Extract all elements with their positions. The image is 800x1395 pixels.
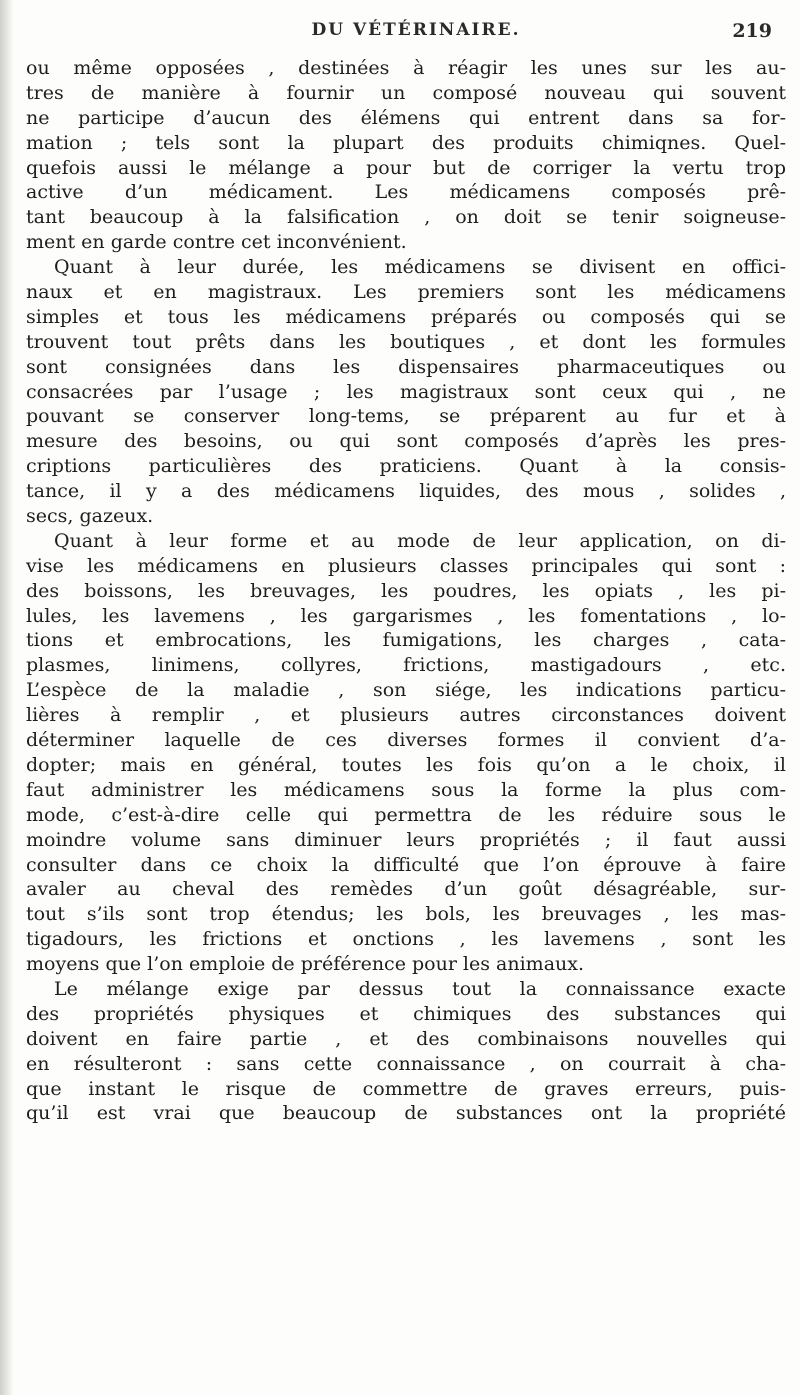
text-line: active d’un médicament. Les médicamens composés prê- [26, 181, 786, 204]
page-gutter-shadow [0, 0, 14, 1395]
text-line: secs, gazeux. [26, 505, 154, 528]
text-line: Le mélange exige par dessus tout la connaissance exacte [54, 977, 786, 1000]
text-line: tant beaucoup à la falsification , on doit se tenir soigneuse- [26, 206, 786, 229]
text-line: déterminer laquelle de ces diverses formes il convient d’a- [26, 729, 786, 752]
text-line: doivent en faire partie , et des combinaisons nouvelles qui [26, 1027, 786, 1050]
text-line: sont consignées dans les dispensaires pharmaceutiques ou [26, 355, 786, 378]
text-line: qu’il est vrai que beaucoup de substances ont la propriété [26, 1102, 786, 1125]
text-line: trouvent tout prêts dans les boutiques , et dont les formules [26, 330, 786, 353]
text-line: L’espèce de la maladie , son siége, les indications particu- [26, 679, 786, 702]
text-line: faut administrer les médicamens sous la forme la plus com- [26, 778, 786, 801]
text-line: pouvant se conserver long-tems, se préparent au fur et à [26, 405, 786, 428]
text-line: que instant le risque de commettre de graves erreurs, puis- [26, 1077, 786, 1100]
text-line: moyens que l’on emploie de préférence pour les animaux. [26, 953, 585, 976]
text-line: consacrées par l’usage ; les magistraux sont ceux qui , ne [26, 380, 786, 403]
text-line: vise les médicamens en plusieurs classes principales qui sont : [26, 554, 786, 577]
text-line: avaler au cheval des remèdes d’un goût désagréable, sur- [26, 878, 786, 901]
text-line: tres de manière à fournir un composé nouveau qui souvent [26, 81, 786, 104]
text-line: plasmes, linimens, collyres, frictions, mastigadours , etc. [26, 654, 786, 677]
text-line: ou même opposées , destinées à réagir les unes sur les au- [26, 57, 786, 79]
text-line: mode, c’est-à-dire celle qui permettra de les réduire sous le [26, 803, 786, 826]
text-line: criptions particulières des praticiens. Quant à la consis- [26, 455, 786, 478]
text-line: dopter; mais en général, toutes les fois qu’on a le choix, il [26, 753, 786, 776]
text-line: quefois aussi le mélange a pour but de corriger la vertu trop [26, 156, 786, 179]
text-line: simples et tous les médicamens préparés ou composés qui se [26, 305, 786, 328]
text-line: tions et embrocations, les fumigations, les charges , cata- [26, 629, 786, 652]
running-head [60, 20, 772, 48]
text-line: mation ; tels sont la plupart des produits chimiqnes. Quel- [26, 131, 786, 154]
text-line: tout s’ils sont trop étendus; les bols, les breuvages , les mas- [26, 903, 786, 926]
page-number: 219 [732, 20, 772, 42]
text-line: des boissons, les breuvages, les poudres, les opiats , les pi- [26, 579, 786, 602]
text-line: moindre volume sans diminuer leurs propriétés ; il faut aussi [26, 828, 786, 851]
text-line: lules, les lavemens , les gargarismes , les fomentations , lo- [26, 604, 786, 627]
text-line: naux et en magistraux. Les premiers sont les médicamens [26, 281, 786, 304]
text-line: mesure des besoins, ou qui sont composés d’après les pres- [26, 430, 786, 453]
text-line: consulter dans ce choix la difficulté que l’on éprouve à faire [26, 853, 786, 876]
running-title: DU VÉTÉRINAIRE. [311, 20, 521, 40]
text-line: tigadours, les frictions et onctions , les lavemens , sont les [26, 928, 786, 951]
text-line: Quant à leur durée, les médicamens se divisent en offici- [54, 256, 786, 279]
text-line: Quant à leur forme et au mode de leur application, on di- [54, 529, 786, 552]
text-line: des propriétés physiques et chimiques des substances qui [26, 1002, 786, 1025]
text-line: lières à remplir , et plusieurs autres circonstances doivent [26, 704, 786, 727]
text-line: tance, il y a des médicamens liquides, des mous , solides , [26, 480, 786, 503]
text-line: en résulteront : sans cette connaissance , on courrait à cha- [26, 1052, 786, 1075]
text-line: ne participe d’aucun des élémens qui entrent dans sa for- [26, 106, 786, 129]
body-text [26, 56, 786, 1126]
text-line: ment en garde contre cet inconvénient. [26, 231, 407, 254]
